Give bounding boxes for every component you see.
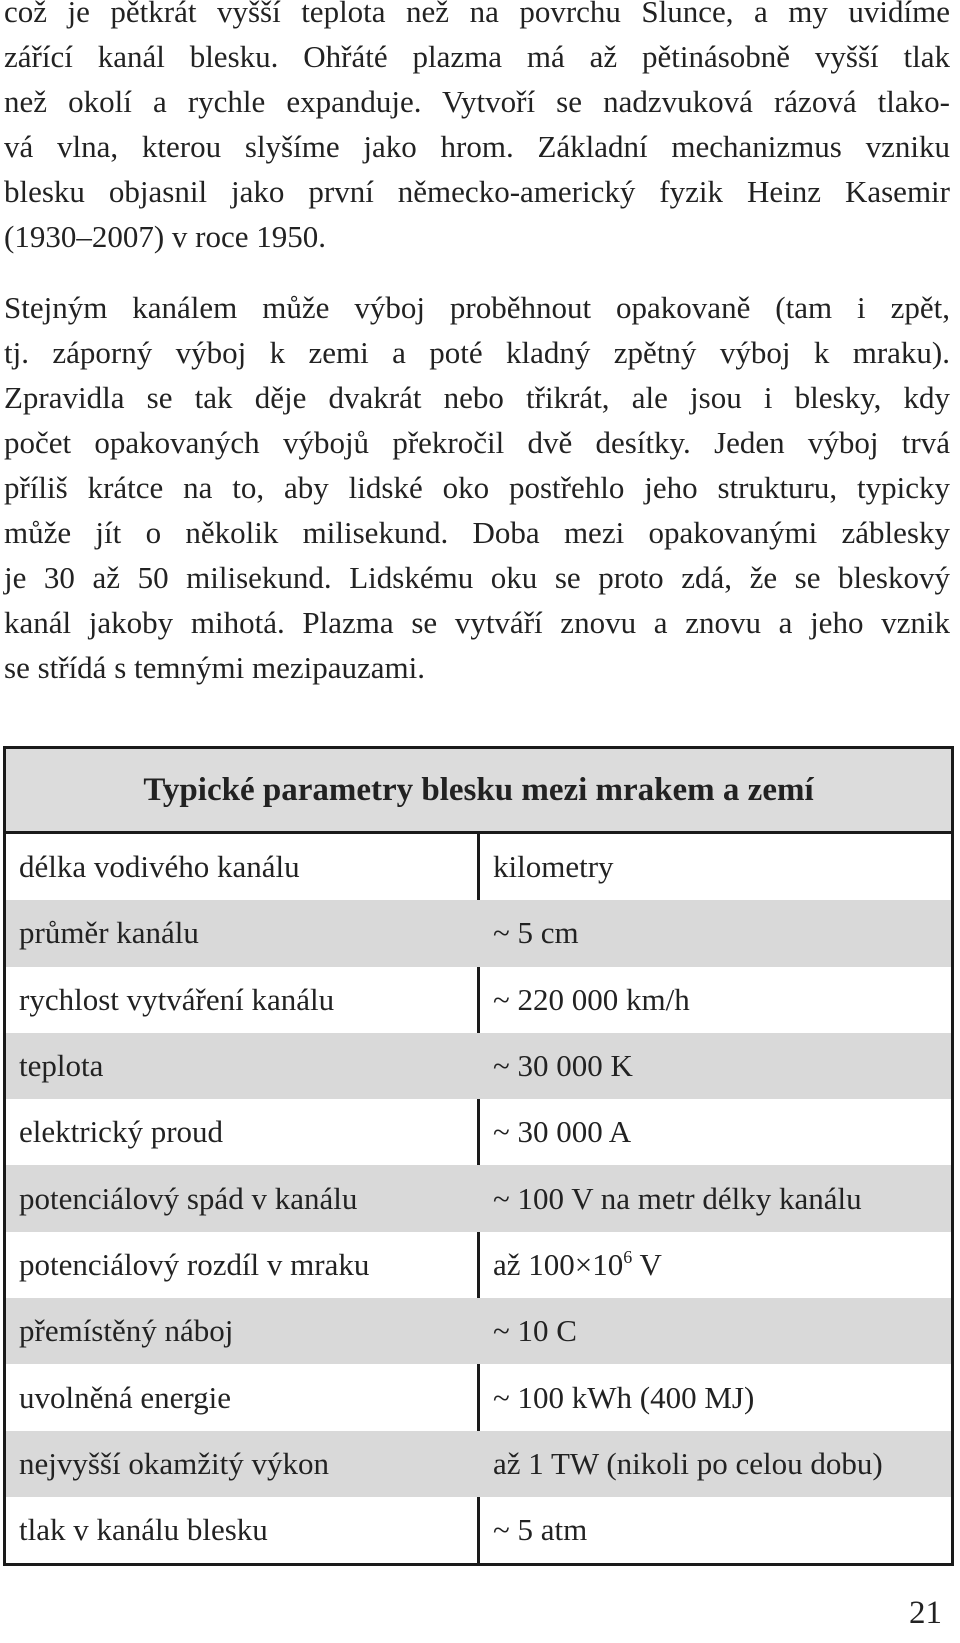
table-row (6, 834, 951, 900)
text-line: Zpravidla se tak děje dvakrát nebo třikrát, ale jsou i blesky, kdy (4, 380, 950, 415)
text-line: (1930–2007) v roce 1950. (4, 219, 326, 254)
param-value: ~ 30 000 A (493, 1114, 632, 1150)
text-line: zářící kanál blesku. Ohřáté plazma má až pětinásobně vyšší tlak (4, 39, 950, 74)
param-value: až 1 TW (nikoli po celou dobu) (493, 1445, 883, 1481)
text-line: může jít o několik milisekund. Doba mezi opakovanými záblesky (4, 515, 950, 550)
text-line: se střídá s temnými mezipauzami. (4, 650, 425, 685)
table-row (6, 1165, 951, 1231)
param-value: ~ 5 cm (493, 915, 579, 951)
text-line: je 30 až 50 milisekund. Lidskému oku se proto zdá, že se bleskový (4, 560, 950, 595)
text-line: Stejným kanálem může výboj proběhnout opakovaně (tam i zpět, (4, 290, 950, 325)
param-value (477, 1247, 662, 1283)
table-row (6, 967, 951, 1033)
param-value: ~ 220 000 km/h (493, 981, 690, 1017)
table-row (6, 1364, 951, 1430)
param-value: ~ 30 000 K (493, 1048, 633, 1084)
text-line: vá vlna, kterou slyšíme jako hrom. Základní mechanizmus vzniku (4, 129, 950, 164)
table-header (6, 749, 951, 834)
text-line: počet opakovaných výbojů překročil dvě desítky. Jeden výboj trvá (4, 425, 950, 460)
page-number: 21 (909, 1595, 942, 1631)
table-row (6, 1099, 951, 1165)
text-line: tj. záporný výboj k zemi a poté kladný zpětný výboj k mraku). (4, 335, 950, 370)
table-row (6, 1033, 951, 1099)
text-line: příliš krátce na to, aby lidské oko postřehlo jeho strukturu, typicky (4, 470, 950, 505)
table-row (6, 1431, 951, 1497)
text-line: což je pětkrát vyšší teplota než na povrchu Slunce, a my uvidíme (4, 0, 950, 29)
table-row (6, 1298, 951, 1364)
param-name: teplota (19, 1048, 104, 1084)
table-row (6, 1497, 951, 1563)
table-row (6, 1232, 951, 1298)
param-name: tlak v kanálu blesku (19, 1512, 268, 1548)
paragraph-2 (4, 285, 950, 690)
table-row (6, 900, 951, 966)
param-value: ~ 100 kWh (400 MJ) (493, 1379, 755, 1415)
value-prefix: až 100×10 (493, 1246, 624, 1282)
table-body (6, 834, 951, 1563)
param-name: uvolněná energie (19, 1379, 232, 1415)
param-name: přemístěný náboj (19, 1313, 234, 1349)
param-name: průměr kanálu (19, 915, 199, 951)
lightning-parameters-table (3, 746, 954, 1566)
param-value: kilometry (493, 849, 614, 885)
param-name: rychlost vytváření kanálu (19, 981, 335, 1017)
text-line: kanál jakoby mihotá. Plazma se vytváří znovu a znovu a jeho vznik (4, 605, 950, 640)
param-value: ~ 5 atm (493, 1512, 588, 1548)
text-line: než okolí a rychle expanduje. Vytvoří se nadzvuková rázová tlako- (4, 84, 950, 119)
paragraph-1 (4, 0, 950, 259)
param-name: potenciálový spád v kanálu (19, 1180, 358, 1216)
value-exponent: 6 (623, 1246, 633, 1267)
param-name: délka vodivého kanálu (19, 849, 300, 885)
param-name: potenciálový rozdíl v mraku (19, 1246, 370, 1282)
param-name: elektrický proud (19, 1114, 224, 1150)
param-value: ~ 10 C (493, 1313, 577, 1349)
text-line: blesku objasnil jako první německo-americký fyzik Heinz Kasemir (4, 174, 950, 209)
param-value: ~ 100 V na metr délky kanálu (493, 1180, 862, 1216)
value-suffix: V (632, 1246, 662, 1282)
param-name: nejvyšší okamžitý výkon (19, 1445, 329, 1481)
table-title: Typické parametry blesku mezi mrakem a zemí (143, 771, 814, 808)
